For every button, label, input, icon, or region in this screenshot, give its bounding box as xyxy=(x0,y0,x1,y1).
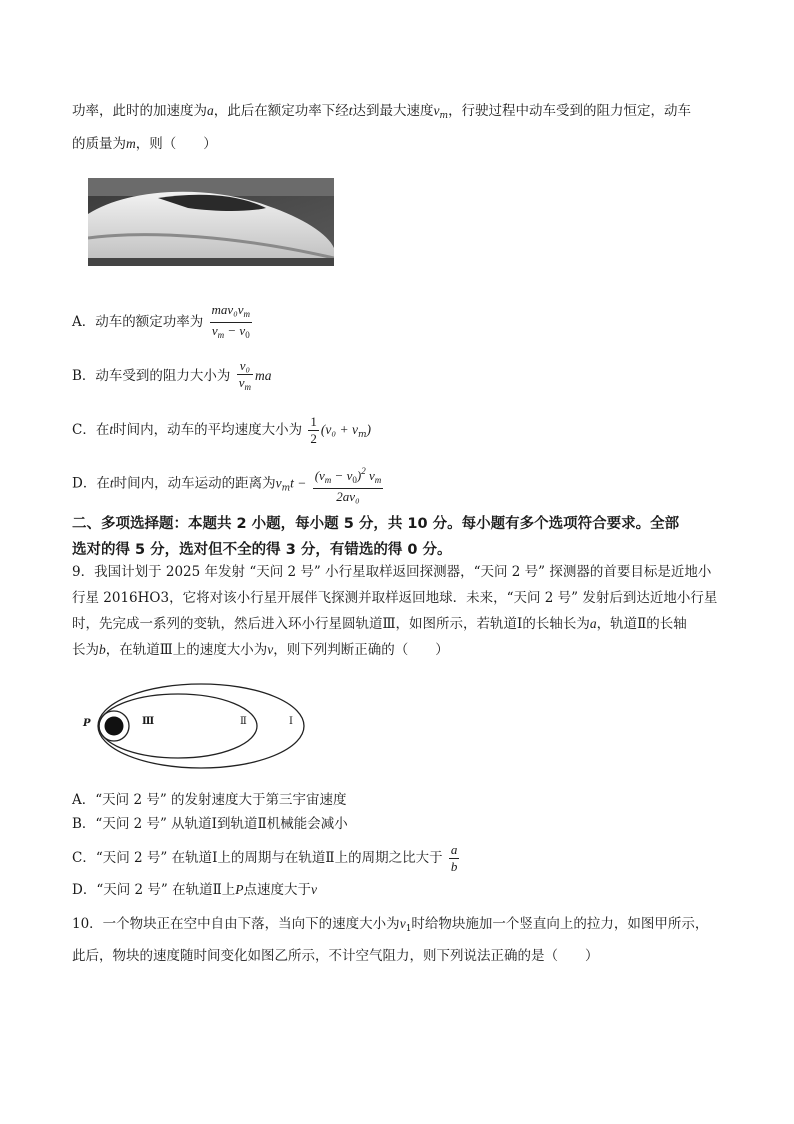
label-orbit-2: Ⅱ xyxy=(240,716,247,727)
q8-option-d: D．在t时间内，动车运动的距离为$v_mt$ − $\frac{(v_m - v_0)^2 v_m}{\text{2av₀}}$ xyxy=(72,463,385,509)
q9-option-c: C．“天问 2 号” 在轨道Ⅰ上的周期与在轨道Ⅱ上的周期之比大于 $\frac{a}{b}$ xyxy=(72,842,458,874)
q10-stem-line2: 此后，物块的速度随时间变化如图乙所示，不计空气阻力，则下列说法正确的是（ ） xyxy=(72,948,599,964)
q9-stem-line4: 长为b，在轨道Ⅲ上的速度大小为v，则下列判断正确的（ ） xyxy=(72,642,449,658)
label-orbit-1: Ⅰ xyxy=(289,716,293,727)
section2-heading-line2: 选对的得 5 分，选对但不全的得 3 分，有错选的得 0 分。 xyxy=(72,542,452,558)
label-p: P xyxy=(83,718,91,729)
q9-option-a: A．“天问 2 号” 的发射速度大于第三宇宙速度 xyxy=(72,792,347,808)
q9-option-b: B．“天问 2 号” 从轨道Ⅰ到轨道Ⅱ机械能会减小 xyxy=(72,816,348,832)
q9-stem-line1: 9．我国计划于 2025 年发射 “天问 2 号” 小行星取样返回探测器，“天问 2 号” 探测器的首要目标是近地小 xyxy=(72,564,712,580)
section2-heading-line1: 二、多项选择题：本题共 2 小题，每小题 5 分，共 10 分。每小题有多个选项符合要求。全部 xyxy=(72,516,680,532)
q8-stem-line1: 功率，此时的加速度为a，此后在额定功率下经t达到最大速度$v_m$，行驶过程中动车受到的阻力恒定，动车 xyxy=(72,103,692,121)
q8-option-a: A．动车的额定功率为 $\frac{mav_0v_m}{v_m - v_0}$ xyxy=(72,302,250,340)
asteroid xyxy=(105,717,124,736)
q9-stem-line3: 时，先完成一系列的变轨，然后进入环小行星圆轨道Ⅲ，如图所示，若轨道Ⅰ的长轴长为a，轨道Ⅱ的长轴 xyxy=(72,616,687,632)
q9-option-d: D．“天问 2 号” 在轨道Ⅱ上P点速度大于v xyxy=(72,882,318,898)
q9-stem-line2: 行星 2016HO3，它将对该小行星开展伴飞探测并取样返回地球．未来，“天问 2 号” 发射后到达近地小行星 xyxy=(72,590,718,606)
train-photo xyxy=(88,178,334,266)
q8-option-c: C．在t时间内，动车的平均速度大小为 $\frac{1}{2}$ $(v_0 + v_m)$ xyxy=(72,414,371,446)
q10-stem-line1: 10．一个物块正在空中自由下落，当向下的速度大小为$v_1$时给物块施加一个竖直向上的拉力，如图甲所示， xyxy=(72,916,709,934)
q8-option-b: B．动车受到的阻力大小为 $\frac{\text{v₀}}{v_m}$ ma xyxy=(72,358,272,392)
label-orbit-3: Ⅲ xyxy=(142,716,155,727)
orbit-diagram xyxy=(76,676,316,776)
q8-stem-line2: 的质量为m，则（ ） xyxy=(72,136,217,152)
